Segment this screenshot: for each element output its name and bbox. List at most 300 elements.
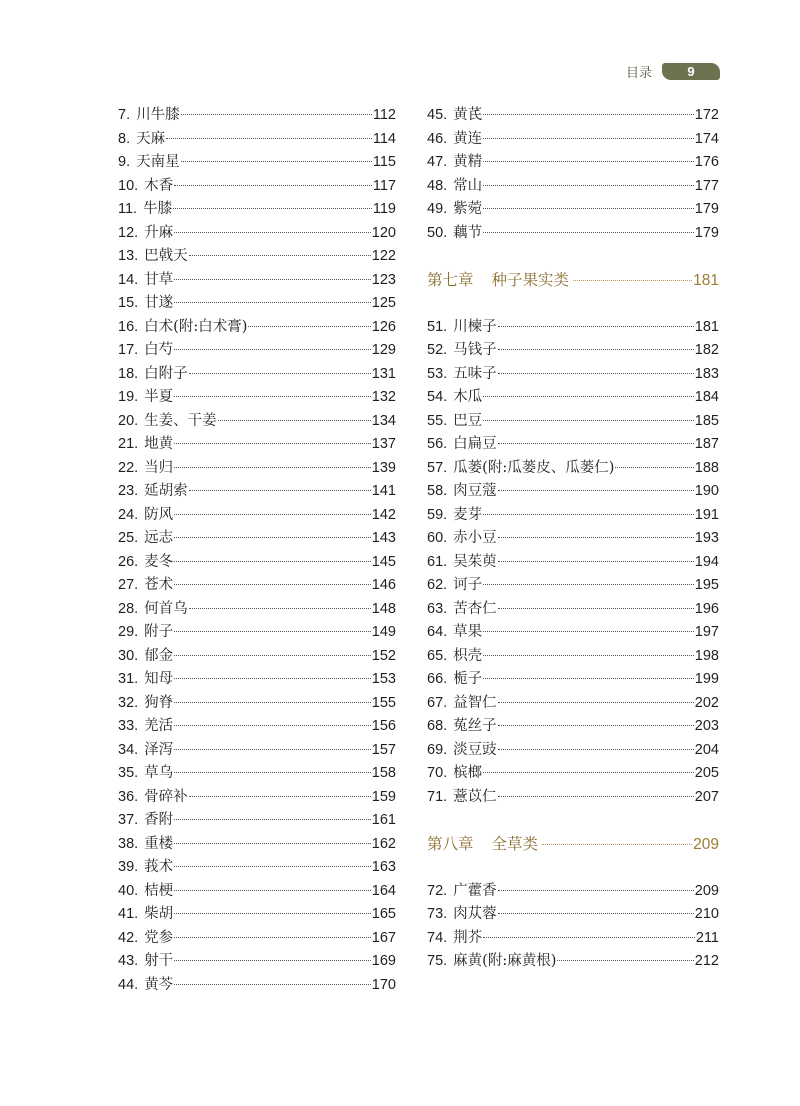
- entry-page: 165: [371, 906, 396, 922]
- toc-entry[interactable]: [427, 598, 719, 622]
- entry-page: 187: [694, 436, 719, 452]
- entry-number: 54.: [427, 389, 448, 405]
- toc-entry[interactable]: [118, 739, 396, 763]
- entry-title: 巴戟天: [144, 248, 188, 264]
- toc-entry[interactable]: [118, 198, 396, 222]
- entry-number: 35.: [118, 765, 139, 781]
- entry-number: 19.: [118, 389, 139, 405]
- toc-entry[interactable]: [427, 433, 719, 457]
- entry-title: 广藿香: [453, 882, 497, 899]
- leader-dots: [573, 280, 692, 281]
- toc-entry[interactable]: [427, 645, 719, 669]
- toc-entry[interactable]: [118, 292, 396, 316]
- leader-dots: [174, 725, 371, 726]
- entry-number: 37.: [118, 812, 139, 828]
- leader-dots: [174, 702, 371, 703]
- leader-dots: [483, 161, 694, 162]
- toc-entry[interactable]: [118, 903, 396, 927]
- entry-page: 190: [694, 483, 719, 499]
- entry-number: 15.: [118, 295, 139, 311]
- entry-page: 176: [694, 154, 719, 170]
- toc-entry[interactable]: [427, 104, 719, 128]
- entry-number: 11.: [118, 201, 138, 217]
- leader-dots: [483, 138, 694, 139]
- entry-page: 162: [371, 835, 396, 852]
- entry-page: 193: [694, 530, 719, 546]
- entry-page: 167: [371, 929, 396, 946]
- entry-page: 161: [371, 812, 396, 828]
- toc-entry[interactable]: [427, 574, 719, 598]
- entry-number: 14.: [118, 271, 139, 288]
- toc-entry[interactable]: [427, 739, 719, 763]
- entry-page: 148: [371, 600, 396, 617]
- entry-number: 41.: [118, 906, 139, 922]
- toc-entry[interactable]: [427, 927, 719, 951]
- toc-entry[interactable]: [118, 245, 396, 269]
- entry-title: 荆芥: [453, 929, 483, 946]
- entry-page: 153: [371, 671, 396, 687]
- toc-entry[interactable]: [118, 574, 396, 598]
- toc-entry[interactable]: [427, 339, 719, 363]
- toc-entry[interactable]: [427, 480, 719, 504]
- leader-dots: [174, 349, 371, 350]
- entry-title: 狗脊: [144, 694, 174, 711]
- leader-dots: [166, 138, 372, 139]
- leader-dots: [498, 373, 694, 374]
- entry-page: 146: [371, 577, 396, 593]
- entry-title: 肉豆蔻: [453, 483, 497, 499]
- leader-dots: [498, 561, 694, 562]
- toc-entry[interactable]: [427, 151, 719, 175]
- entry-page: 131: [371, 365, 396, 382]
- entry-number: 17.: [118, 342, 139, 358]
- entry-page: 205: [694, 765, 719, 781]
- toc-entry[interactable]: [118, 480, 396, 504]
- entry-page: 182: [694, 342, 719, 358]
- entry-page: 196: [694, 600, 719, 617]
- entry-title: 何首乌: [144, 600, 188, 617]
- entry-number: 29.: [118, 624, 139, 640]
- toc-entry[interactable]: [427, 668, 719, 692]
- entry-number: 13.: [118, 248, 139, 264]
- toc-right-column: [427, 104, 719, 974]
- leader-dots: [483, 655, 694, 656]
- entry-number: 44.: [118, 976, 139, 993]
- entry-title: 白扁豆: [453, 436, 497, 452]
- leader-dots: [498, 725, 694, 726]
- entry-title: 马钱子: [453, 342, 497, 358]
- leader-dots: [483, 937, 695, 938]
- entry-number: 69.: [427, 741, 448, 758]
- entry-page: 129: [371, 342, 396, 358]
- toc-entry[interactable]: [427, 363, 719, 387]
- entry-number: 75.: [427, 953, 448, 969]
- entry-number: 73.: [427, 906, 448, 922]
- leader-dots: [483, 631, 694, 632]
- entry-page: 143: [371, 530, 396, 546]
- entry-title: 常山: [453, 177, 483, 194]
- chapter-page: 209: [693, 835, 719, 853]
- entry-title: 栀子: [453, 671, 483, 687]
- entry-number: 53.: [427, 365, 448, 382]
- entry-number: 74.: [427, 929, 448, 946]
- leader-dots: [174, 984, 371, 985]
- toc-entry[interactable]: [118, 104, 396, 128]
- toc-entry[interactable]: [118, 527, 396, 551]
- entry-number: 39.: [118, 859, 139, 875]
- toc-entry[interactable]: [427, 621, 719, 645]
- entry-page: 197: [694, 624, 719, 640]
- leader-dots: [498, 608, 694, 609]
- toc-list-right-a: [427, 104, 719, 245]
- chapter-heading[interactable]: [427, 269, 719, 293]
- entry-number: 32.: [118, 694, 139, 711]
- entry-title: 木香: [144, 177, 174, 194]
- entry-title: 益智仁: [453, 694, 497, 711]
- entry-number: 30.: [118, 647, 139, 664]
- leader-dots: [174, 678, 371, 679]
- leader-dots: [174, 443, 371, 444]
- toc-entry[interactable]: [427, 786, 719, 810]
- entry-page: 207: [694, 788, 719, 805]
- entry-title: 白术(附:白术膏): [144, 318, 248, 335]
- toc-entry[interactable]: [118, 856, 396, 880]
- entry-title: 郁金: [144, 647, 174, 664]
- entry-number: 67.: [427, 694, 448, 711]
- toc-entry[interactable]: [118, 151, 396, 175]
- header-page-number: 9: [662, 63, 720, 80]
- entry-number: 26.: [118, 553, 139, 570]
- toc-entry[interactable]: [427, 527, 719, 551]
- leader-dots: [498, 890, 694, 891]
- entry-title: 吴茱萸: [453, 553, 497, 570]
- leader-dots: [483, 772, 694, 773]
- entry-title: 延胡索: [144, 483, 188, 499]
- entry-title: 川楝子: [453, 318, 497, 335]
- chapter-label: 第七章: [427, 270, 474, 289]
- entry-number: 72.: [427, 882, 448, 899]
- toc-entry[interactable]: [118, 598, 396, 622]
- entry-title: 香附: [144, 812, 174, 828]
- entry-number: 59.: [427, 506, 448, 523]
- entry-title: 木瓜: [453, 389, 483, 405]
- entry-page: 183: [694, 365, 719, 382]
- entry-number: 57.: [427, 459, 448, 476]
- spacer: [427, 856, 719, 880]
- entry-page: 123: [371, 271, 396, 288]
- entry-title: 党参: [144, 929, 174, 946]
- entry-title: 黄芩: [144, 976, 174, 993]
- header-title: 目录: [625, 66, 652, 81]
- entry-page: 188: [694, 459, 719, 476]
- entry-number: 46.: [427, 130, 448, 147]
- toc-entry[interactable]: [118, 833, 396, 857]
- entry-number: 42.: [118, 929, 139, 946]
- entry-number: 16.: [118, 318, 139, 335]
- leader-dots: [542, 844, 692, 845]
- entry-title: 骨碎补: [144, 788, 188, 805]
- entry-number: 70.: [427, 765, 448, 781]
- toc-entry[interactable]: [118, 645, 396, 669]
- leader-dots: [498, 796, 694, 797]
- toc-entry[interactable]: [118, 762, 396, 786]
- toc-left-column: [118, 104, 396, 997]
- entry-number: 34.: [118, 741, 139, 758]
- entry-title: 川牛膝: [136, 107, 180, 123]
- toc-entry[interactable]: [118, 222, 396, 246]
- entry-page: 194: [694, 553, 719, 570]
- entry-page: 210: [694, 906, 719, 922]
- entry-page: 149: [371, 624, 396, 640]
- entry-title: 黄连: [453, 130, 483, 147]
- leader-dots: [498, 490, 694, 491]
- toc-entry[interactable]: [118, 386, 396, 410]
- leader-dots: [181, 114, 372, 115]
- toc-entry[interactable]: [118, 269, 396, 293]
- entry-page: 195: [694, 577, 719, 593]
- toc-entry[interactable]: [427, 715, 719, 739]
- leader-dots: [483, 396, 694, 397]
- toc-entry[interactable]: [118, 339, 396, 363]
- leader-dots: [498, 537, 694, 538]
- toc-entry[interactable]: [118, 316, 396, 340]
- leader-dots: [483, 114, 694, 115]
- entry-number: 68.: [427, 718, 448, 734]
- entry-number: 8.: [118, 130, 131, 147]
- entry-title: 淡豆豉: [453, 741, 497, 758]
- entry-title: 远志: [144, 530, 174, 546]
- spacer: [427, 809, 719, 833]
- entry-number: 28.: [118, 600, 139, 617]
- toc-entry[interactable]: [118, 692, 396, 716]
- toc-entry[interactable]: [118, 715, 396, 739]
- entry-title: 紫菀: [453, 201, 483, 217]
- entry-title: 牛膝: [143, 201, 173, 217]
- leader-dots: [189, 796, 371, 797]
- entry-page: 142: [371, 506, 396, 523]
- leader-dots: [557, 960, 693, 961]
- entry-number: 47.: [427, 154, 448, 170]
- leader-dots: [498, 702, 694, 703]
- leader-dots: [498, 749, 694, 750]
- entry-number: 43.: [118, 953, 139, 969]
- entry-title: 地黄: [144, 436, 174, 452]
- entry-page: 132: [371, 389, 396, 405]
- entry-page: 185: [694, 412, 719, 429]
- toc-entry[interactable]: [427, 457, 719, 481]
- toc-entry[interactable]: [118, 551, 396, 575]
- leader-dots: [174, 584, 371, 585]
- entry-title: 麦芽: [453, 506, 483, 523]
- chapter-label: 第八章: [427, 834, 474, 853]
- toc-entry[interactable]: [427, 386, 719, 410]
- leader-dots: [483, 232, 694, 233]
- entry-page: 212: [694, 953, 719, 969]
- toc-entry[interactable]: [427, 222, 719, 246]
- entry-title: 天麻: [136, 130, 166, 147]
- entry-page: 209: [694, 882, 719, 899]
- leader-dots: [174, 866, 371, 867]
- entry-number: 23.: [118, 483, 139, 499]
- spacer: [427, 245, 719, 269]
- entry-page: 177: [694, 177, 719, 194]
- chapter-heading[interactable]: [427, 833, 719, 857]
- entry-number: 31.: [118, 671, 139, 687]
- entry-page: 198: [694, 647, 719, 664]
- entry-number: 65.: [427, 647, 448, 664]
- leader-dots: [483, 678, 694, 679]
- toc-entry[interactable]: [118, 974, 396, 998]
- entry-title: 肉苁蓉: [453, 906, 497, 922]
- entry-page: 156: [371, 718, 396, 734]
- entry-number: 24.: [118, 506, 139, 523]
- entry-page: 122: [371, 248, 396, 264]
- leader-dots: [483, 185, 694, 186]
- entry-number: 20.: [118, 412, 139, 429]
- toc-entry[interactable]: [118, 504, 396, 528]
- entry-title: 附子: [144, 624, 174, 640]
- toc-entry[interactable]: [118, 433, 396, 457]
- leader-dots: [174, 514, 371, 515]
- entry-page: 125: [371, 295, 396, 311]
- leader-dots: [248, 326, 370, 327]
- entry-page: 152: [371, 647, 396, 664]
- entry-page: 159: [371, 788, 396, 805]
- toc-entry[interactable]: [427, 504, 719, 528]
- entry-number: 48.: [427, 177, 448, 194]
- entry-number: 52.: [427, 342, 448, 358]
- entry-title: 生姜、干姜: [144, 412, 217, 429]
- toc-entry[interactable]: [118, 457, 396, 481]
- entry-title: 柴胡: [144, 906, 174, 922]
- toc-entry[interactable]: [427, 198, 719, 222]
- leader-dots: [498, 349, 694, 350]
- entry-page: 179: [694, 201, 719, 217]
- entry-title: 苦杏仁: [453, 600, 497, 617]
- entry-title: 白附子: [144, 365, 188, 382]
- entry-title: 巴豆: [453, 412, 483, 429]
- entry-page: 172: [694, 107, 719, 123]
- leader-dots: [174, 279, 371, 280]
- leader-dots: [189, 608, 371, 609]
- leader-dots: [174, 960, 371, 961]
- toc-entry[interactable]: [427, 175, 719, 199]
- entry-page: 202: [694, 694, 719, 711]
- entry-number: 51.: [427, 318, 448, 335]
- toc-entry[interactable]: [118, 809, 396, 833]
- leader-dots: [498, 326, 694, 327]
- entry-title: 麦冬: [144, 553, 174, 570]
- entry-title: 麻黄(附:麻黄根): [453, 953, 557, 969]
- leader-dots: [189, 255, 371, 256]
- entry-page: 169: [371, 953, 396, 969]
- entry-title: 重楼: [144, 835, 174, 852]
- entry-title: 黄芪: [453, 107, 483, 123]
- entry-title: 藕节: [453, 224, 483, 241]
- entry-number: 55.: [427, 412, 448, 429]
- toc-entry[interactable]: [118, 621, 396, 645]
- entry-title: 苍术: [144, 577, 174, 593]
- entry-title: 薏苡仁: [453, 788, 497, 805]
- chapter-title: 种子果实类: [491, 270, 570, 289]
- entry-number: 36.: [118, 788, 139, 805]
- entry-title: 泽泻: [144, 741, 174, 758]
- entry-page: 199: [694, 671, 719, 687]
- entry-number: 10.: [118, 177, 139, 194]
- entry-title: 草乌: [144, 765, 174, 781]
- toc-entry[interactable]: [118, 950, 396, 974]
- entry-page: 119: [372, 201, 396, 217]
- entry-page: 112: [372, 107, 396, 123]
- entry-page: 158: [371, 765, 396, 781]
- leader-dots: [615, 467, 693, 468]
- toc-entry[interactable]: [118, 880, 396, 904]
- entry-number: 60.: [427, 530, 448, 546]
- entry-number: 22.: [118, 459, 139, 476]
- leader-dots: [483, 584, 694, 585]
- entry-number: 64.: [427, 624, 448, 640]
- leader-dots: [174, 561, 371, 562]
- leader-dots: [174, 467, 371, 468]
- leader-dots: [483, 420, 694, 421]
- toc-entry[interactable]: [427, 903, 719, 927]
- toc-entry[interactable]: [118, 786, 396, 810]
- entry-page: 157: [371, 741, 396, 758]
- entry-title: 白芍: [144, 342, 174, 358]
- entry-title: 当归: [144, 459, 174, 476]
- toc-entry[interactable]: [118, 363, 396, 387]
- chapter-title: 全草类: [491, 834, 539, 853]
- toc-entry[interactable]: [427, 692, 719, 716]
- toc-entry[interactable]: [118, 410, 396, 434]
- toc-entry[interactable]: [427, 316, 719, 340]
- leader-dots: [174, 937, 371, 938]
- entry-number: 7.: [118, 107, 131, 123]
- page-header: [626, 62, 720, 81]
- toc-entry[interactable]: [427, 128, 719, 152]
- entry-title: 瓜蒌(附:瓜蒌皮、瓜蒌仁): [453, 459, 615, 476]
- entry-title: 草果: [453, 624, 483, 640]
- entry-title: 桔梗: [144, 882, 174, 899]
- toc-entry[interactable]: [118, 668, 396, 692]
- toc-entry[interactable]: [427, 410, 719, 434]
- entry-title: 诃子: [453, 577, 483, 593]
- leader-dots: [181, 161, 372, 162]
- toc-entry[interactable]: [118, 128, 396, 152]
- leader-dots: [174, 396, 371, 397]
- leader-dots: [483, 514, 694, 515]
- entry-page: 117: [372, 177, 396, 194]
- leader-dots: [189, 373, 371, 374]
- entry-page: 174: [694, 130, 719, 147]
- entry-page: 145: [371, 553, 396, 570]
- entry-title: 射干: [144, 953, 174, 969]
- leader-dots: [174, 537, 371, 538]
- entry-page: 134: [371, 412, 396, 429]
- toc-entry[interactable]: [427, 762, 719, 786]
- entry-page: 184: [694, 389, 719, 405]
- leader-dots: [174, 749, 371, 750]
- entry-number: 58.: [427, 483, 448, 499]
- toc-entry[interactable]: [118, 927, 396, 951]
- toc-entry[interactable]: [427, 880, 719, 904]
- toc-entry[interactable]: [118, 175, 396, 199]
- chapter-page: 181: [693, 271, 719, 289]
- entry-number: 40.: [118, 882, 139, 899]
- toc-entry[interactable]: [427, 551, 719, 575]
- toc-list-left: [118, 104, 396, 997]
- toc-entry[interactable]: [427, 950, 719, 974]
